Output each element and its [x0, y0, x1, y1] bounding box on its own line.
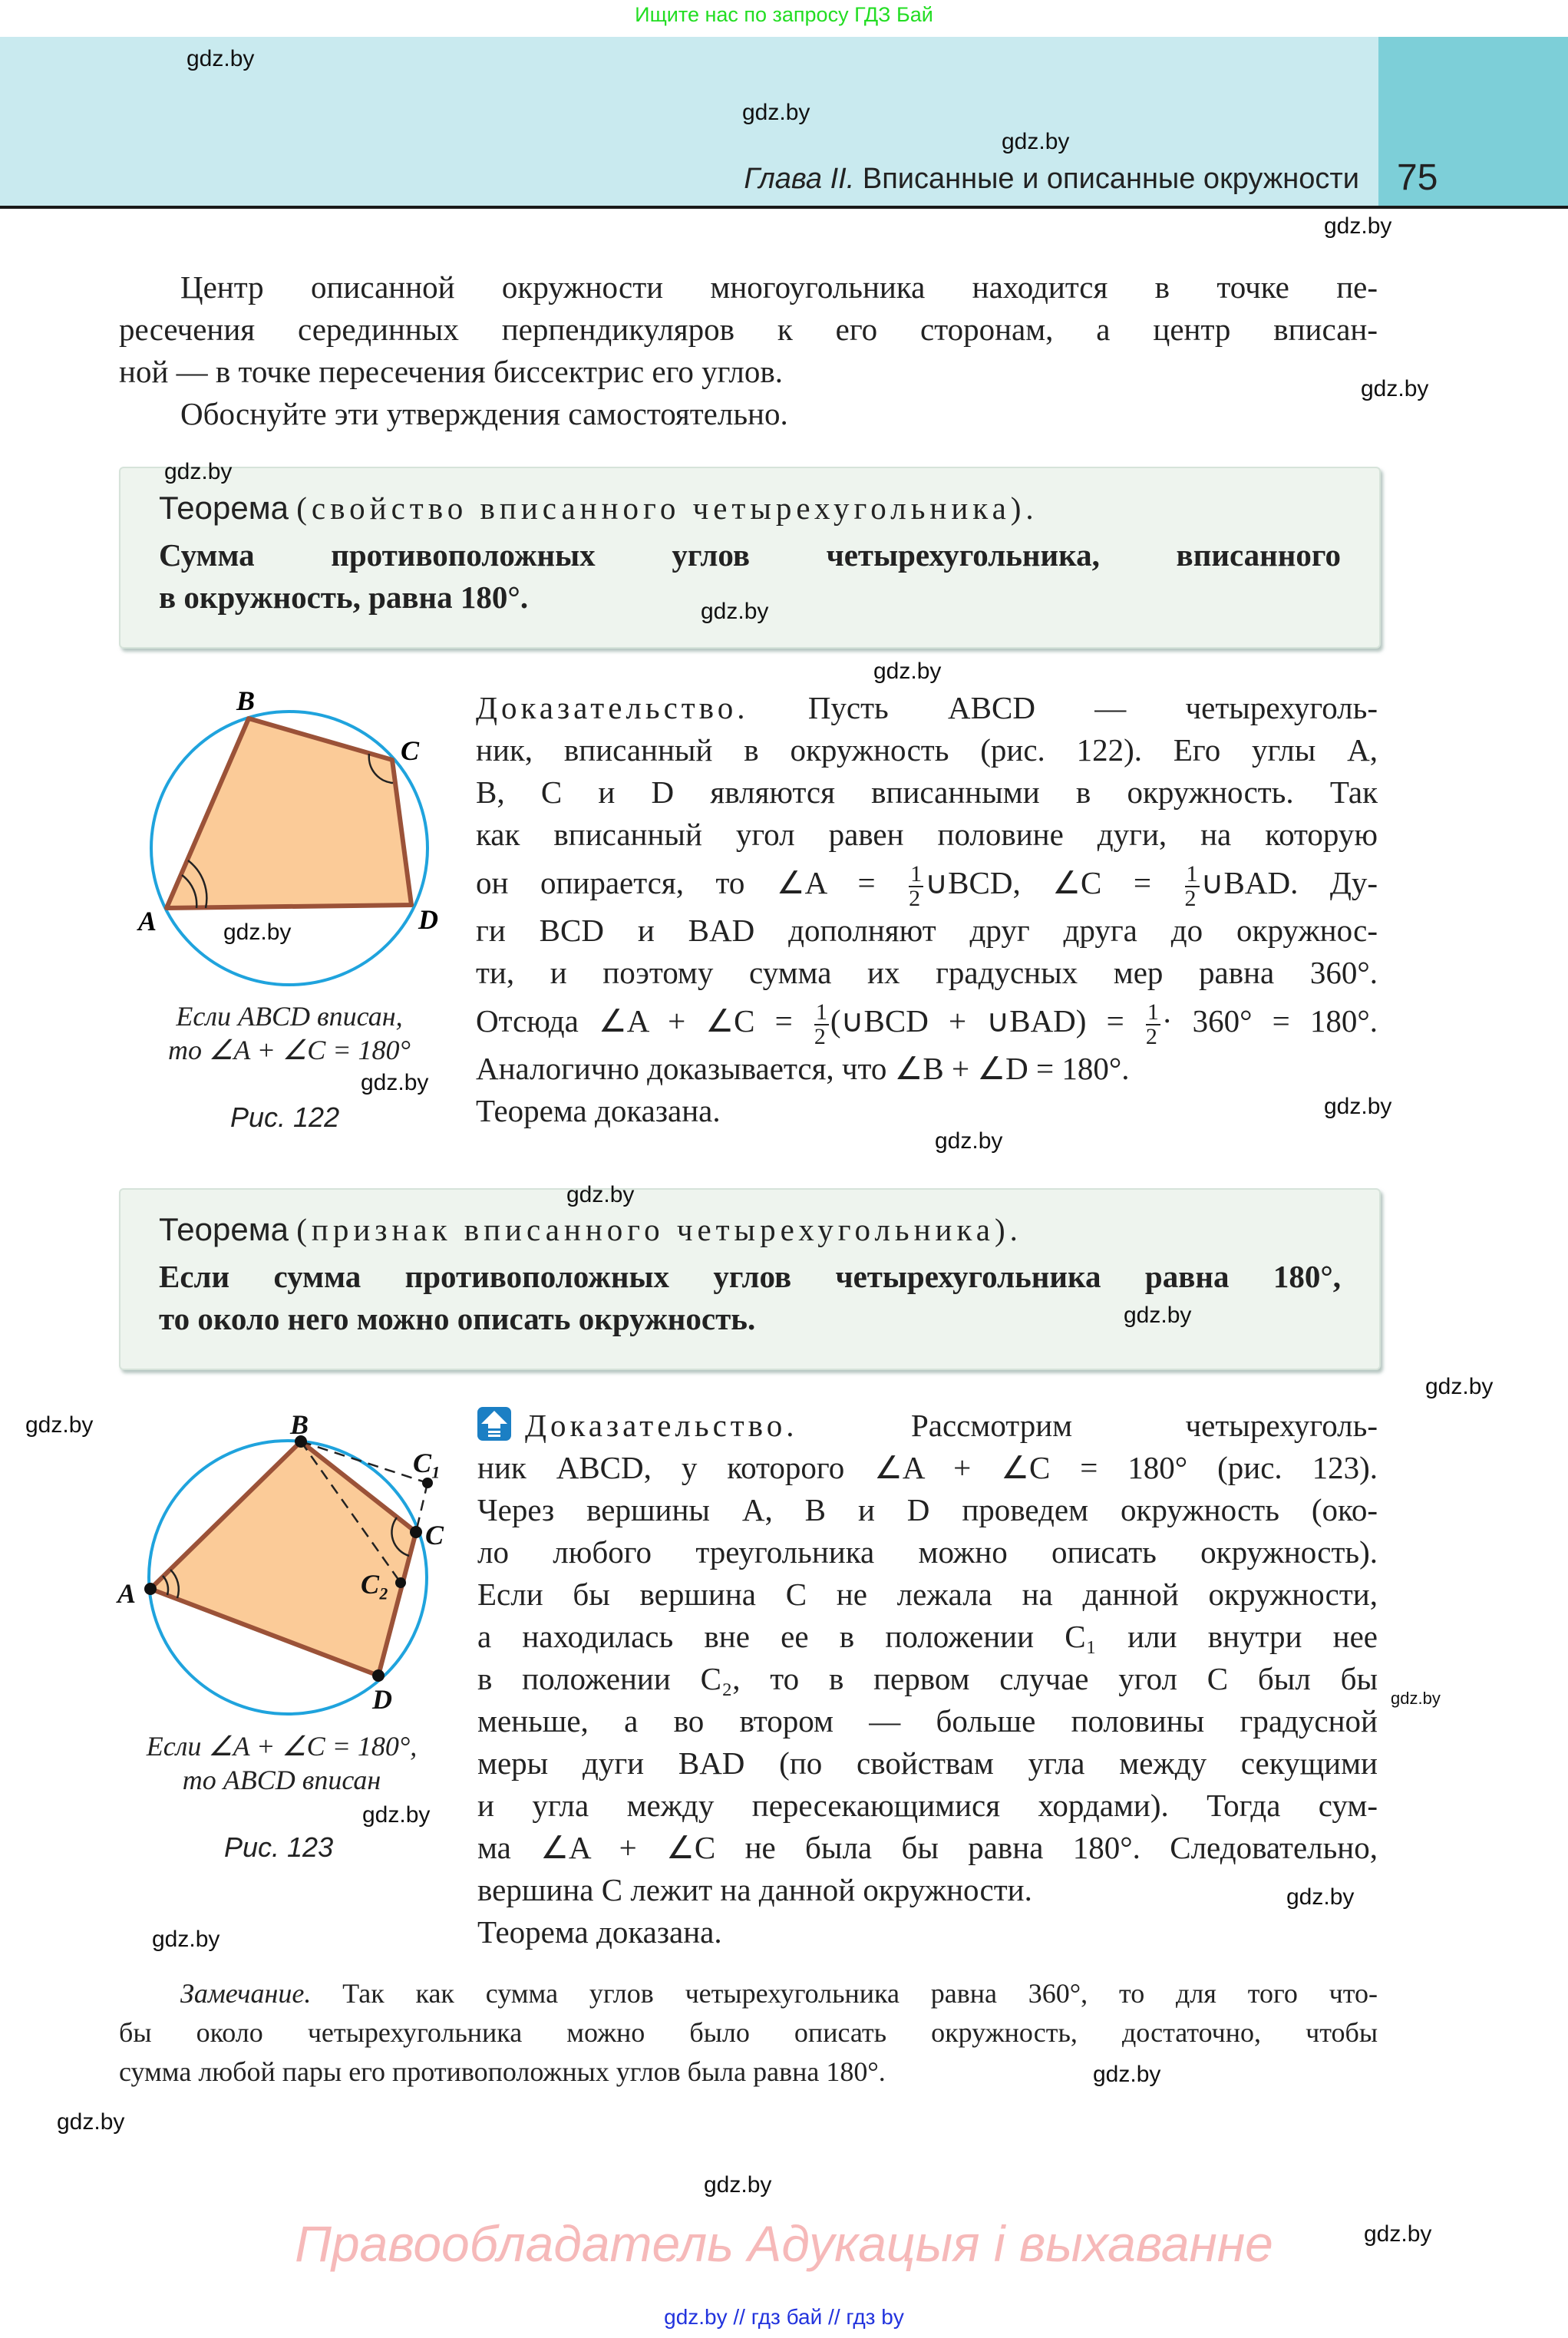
text-segment: Теорема доказана. [477, 1914, 722, 1950]
text-segment: вершина C лежит на данной окружности. [477, 1872, 1032, 1907]
gdz-watermark: gdz.by [152, 1927, 220, 1952]
fraction-numerator: 1 [815, 999, 827, 1025]
text-segment: ги BCD и BAD дополняют друг друга до окружнос- [476, 913, 1378, 948]
gdz-watermark: gdz.by [1425, 1374, 1494, 1399]
gdz-watermark: gdz.by [223, 920, 292, 945]
vertex-label-a: A [117, 1578, 137, 1609]
gdz-watermark: gdz.by [1361, 376, 1429, 401]
theorem-label: Теорема [159, 490, 289, 526]
text-segment: Аналогично доказывается, что ∠B + ∠D = 180°. [476, 1051, 1130, 1086]
theorem-subtitle: (свойство вписанного четырехугольника). [296, 490, 1038, 526]
text-line [477, 1827, 1378, 1869]
intro-line: Обоснуйте эти утверждения самостоятельно. [180, 396, 788, 431]
vertex-label-c: C [425, 1520, 444, 1550]
theorem-subtitle: (признак вписанного четырехугольника). [296, 1212, 1022, 1247]
vertex-label-c1: C₁ [413, 1448, 441, 1478]
text-segment: а находилась вне ее в положении C₁ или внутри нее [477, 1619, 1378, 1654]
text-line [119, 1974, 1378, 2013]
text-line [477, 1616, 1378, 1658]
proof-heading: Доказательство. [525, 1408, 798, 1443]
gdz-watermark: gdz.by [1391, 1689, 1441, 1708]
text-line [477, 1574, 1378, 1616]
gdz-watermark: gdz.by [1364, 2221, 1432, 2247]
chapter-name: Вписанные и описанные окружности [862, 163, 1359, 195]
text-segment: меры дуги BAD (по свойствам угла между секущими [477, 1745, 1378, 1781]
figure-122-number: Рис. 122 [230, 1101, 340, 1133]
proof-1 [476, 687, 1378, 1132]
proof-2 [477, 1405, 1378, 1953]
text-line [476, 1048, 1378, 1090]
gdz-watermark: gdz.by [361, 1070, 429, 1095]
text-line [119, 2052, 1378, 2092]
fraction [1184, 860, 1200, 911]
text-segment: в положении C₂, то в первом случае угол C был бы [477, 1661, 1378, 1696]
footer-links[interactable]: gdz.by // гдз бай // гдз by [664, 2305, 904, 2329]
theorem-line: Сумма противоположных углов четырехугольника, вписанного [159, 537, 1341, 573]
gdz-watermark: gdz.by [1286, 1884, 1355, 1910]
fraction-denominator: 2 [1145, 1023, 1157, 1049]
text-line [476, 771, 1378, 814]
text-segment: Теорема доказана. [476, 1093, 721, 1128]
point-a [144, 1583, 157, 1595]
text-line [477, 1869, 1378, 1911]
gdz-watermark: gdz.by [742, 100, 810, 125]
text-segment: он опирается, то ∠A = [476, 865, 908, 900]
figure-123-number: Рис. 123 [224, 1831, 334, 1863]
gdz-watermark: gdz.by [25, 1412, 94, 1438]
chapter-title [744, 163, 1359, 196]
intro-line: Центр описанной окружности многоугольника находится в точке пе- [180, 269, 1378, 305]
fraction-numerator: 1 [1186, 860, 1198, 887]
fraction-numerator: 1 [1147, 999, 1159, 1025]
text-segment: ло любого треугольника можно описать окружность). [477, 1534, 1378, 1570]
fraction-numerator: 1 [910, 860, 923, 887]
text-segment: Так как сумма углов четырехугольника равна 360°, то для того что- [311, 1978, 1378, 2009]
intro-line: ресечения серединных перпендикуляров к его сторонам, а центр вписан- [119, 312, 1378, 347]
text-segment: Через вершины A, B и D проведем окружность (око- [477, 1492, 1378, 1527]
vertex-label-b: B [290, 1409, 309, 1440]
figure-123-caption [90, 1729, 474, 1797]
text-line [476, 910, 1378, 952]
text-segment: (∪BCD + ∪BAD) = [830, 1003, 1144, 1039]
text-line [476, 729, 1378, 771]
gdz-watermark: gdz.by [1093, 2062, 1161, 2087]
text-segment: сумма любой пары его противоположных углов была равна 180°. [119, 2056, 886, 2087]
caption-line: то ABCD вписан [182, 1765, 381, 1795]
text-line [477, 1742, 1378, 1785]
gdz-watermark: gdz.by [1002, 129, 1070, 154]
vertex-label-a: A [138, 906, 157, 936]
fraction [814, 1001, 829, 1048]
text-line [477, 1489, 1378, 1531]
caption-line: Если ∠A + ∠C = 180°, [146, 1731, 418, 1762]
chapter-label: Глава II. [744, 163, 855, 195]
point-c2 [395, 1577, 406, 1588]
text-line [477, 1531, 1378, 1574]
text-line [477, 1447, 1378, 1489]
vertex-label-c2: C₂ [361, 1569, 389, 1600]
text-line [477, 1911, 1378, 1953]
search-hint-banner: Ищите нас по запросу ГДЗ Бай [635, 3, 933, 26]
text-line [476, 1090, 1378, 1132]
text-line [476, 994, 1378, 1048]
fraction-denominator: 2 [1184, 885, 1197, 911]
gdz-watermark: gdz.by [1324, 213, 1392, 239]
text-line [477, 1658, 1378, 1700]
text-line [476, 687, 1378, 729]
point-c1 [422, 1478, 433, 1488]
rights-holder-watermark: Правообладатель Адукацыя і выхаванне [295, 2215, 1273, 2272]
text-line [476, 952, 1378, 994]
page-number: 75 [1397, 157, 1438, 198]
text-segment: ти, и поэтому сумма их градусных мер равна 360°. [476, 955, 1378, 990]
text-segment: Отсюда ∠A + ∠C = [476, 1003, 813, 1039]
figure-123 [0, 0, 537, 1919]
vertex-label-c: C [401, 735, 420, 766]
remark-heading: Замечание. [180, 1978, 312, 2009]
theorem-line: Если сумма противоположных углов четырехугольника равна 180°, [159, 1259, 1341, 1294]
gdz-watermark: gdz.by [873, 659, 942, 684]
text-line [476, 856, 1378, 910]
gdz-watermark: gdz.by [704, 2172, 772, 2198]
gdz-watermark: gdz.by [187, 46, 255, 71]
text-segment: как вписанный угол равен половине дуги, на которую [476, 817, 1378, 852]
gdz-watermark: gdz.by [1324, 1094, 1392, 1119]
gdz-watermark: gdz.by [164, 459, 233, 484]
fraction [1146, 1001, 1160, 1048]
vertex-label-b: B [236, 685, 256, 716]
theorem-label: Теорема [159, 1211, 289, 1247]
text-segment: ник ABCD, у которого ∠A + ∠C = 180° (рис. 123). [477, 1450, 1378, 1485]
fraction-denominator: 2 [909, 885, 921, 911]
point-d [372, 1669, 385, 1682]
text-segment: ма ∠A + ∠C не была бы равна 180°. Следовательно, [477, 1830, 1378, 1865]
theorem-line: то около него можно описать окружность. [159, 1301, 756, 1336]
intro-line: ной — в точке пересечения биссектрис его углов. [119, 354, 783, 389]
text-segment: и угла между пересекающимися хордами). Тогда сум- [477, 1788, 1378, 1823]
text-segment: меньше, а во втором — больше половины градусной [477, 1703, 1378, 1739]
proof-heading: Доказательство. [476, 690, 749, 725]
gdz-watermark: gdz.by [1124, 1303, 1192, 1328]
text-segment: B, C и D являются вписанными в окружность. Так [476, 774, 1378, 810]
text-line [477, 1700, 1378, 1742]
text-segment: бы около четырехугольника можно было описать окружность, достаточно, чтобы [119, 2017, 1378, 2048]
text-segment: ∪BAD. Ду- [1200, 865, 1378, 900]
gdz-watermark: gdz.by [362, 1802, 431, 1828]
gdz-watermark: gdz.by [701, 599, 769, 624]
theorem-line: в окружность, равна 180°. [159, 580, 529, 615]
text-segment: ∪BCD, ∠C = [925, 865, 1183, 900]
gdz-watermark: gdz.by [57, 2109, 125, 2135]
text-line [477, 1405, 1378, 1447]
text-line [476, 814, 1378, 856]
text-segment: · 360° = 180°. [1161, 1003, 1378, 1039]
remark-paragraph [119, 1974, 1378, 2092]
gdz-watermark: gdz.by [566, 1182, 635, 1207]
fraction [909, 860, 923, 911]
text-line [477, 1785, 1378, 1827]
text-segment: Если бы вершина C не лежала на данной окружности, [477, 1577, 1378, 1612]
vertex-label-d: D [418, 904, 438, 935]
caption-line: Если ABCD вписан, [176, 1001, 403, 1032]
caption-line: то ∠A + ∠C = 180° [168, 1035, 411, 1065]
reverse-theorem-arrow-icon [477, 1407, 511, 1441]
fraction-denominator: 2 [814, 1023, 826, 1049]
vertex-label-d: D [372, 1684, 392, 1715]
gdz-watermark: gdz.by [935, 1128, 1003, 1154]
quadrilateral-abcd [150, 1441, 416, 1676]
text-segment: Пусть ABCD — четырехуголь- [748, 690, 1378, 725]
text-line [119, 2013, 1378, 2052]
text-segment: Рассмотрим четырехуголь- [797, 1408, 1378, 1443]
point-c [410, 1526, 422, 1538]
text-segment: ник, вписанный в окружность (рис. 122). Его углы A, [476, 732, 1378, 768]
